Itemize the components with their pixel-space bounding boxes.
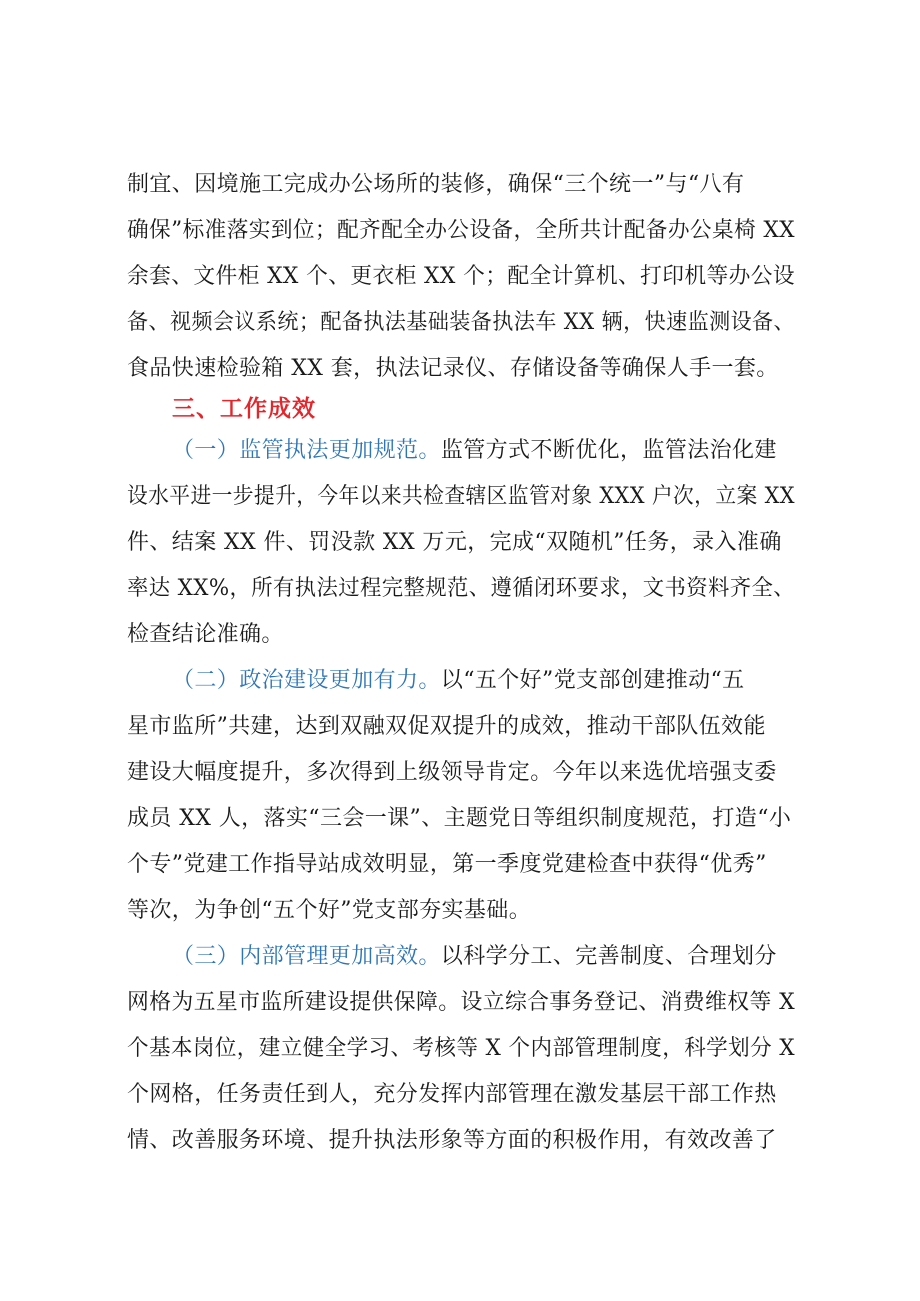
paragraph-line: 确保”标准落实到位；配齐配全办公设备，全所共计配备办公桌椅 XX <box>127 218 795 243</box>
paragraph-line: 建设大幅度提升，多次得到上级领导肯定。今年以来选优培强支委 <box>127 760 777 785</box>
paragraph-line: 制宜、因境施工完成办公场所的装修，确保“三个统一”与“八有 <box>127 172 745 197</box>
paragraph-line: 率达 XX%，所有执法过程完整规范、遵循闭环要求，文书资料齐全、 <box>127 576 796 601</box>
paragraph-line: 食品快速检验箱 XX 套，执法记录仪、存储设备等确保人手一套。 <box>127 356 779 381</box>
paragraph-line: 个基本岗位，建立健全学习、考核等 X 个内部管理制度，科学划分 X <box>127 1036 796 1061</box>
paragraph-line: 成员 XX 人，落实“三会一课”、主题党日等组织制度规范，打造“小 <box>127 806 792 831</box>
paragraph-line: 情、改善服务环境、提升执法形象等方面的积极作用，有效改善了 <box>127 1128 777 1153</box>
paragraph-line: 检查结论准确。 <box>127 622 284 647</box>
paragraph-line: 备、视频会议系统；配备执法基础装备执法车 XX 辆，快速监测设备、 <box>127 310 796 335</box>
paragraph-line: 等次，为争创“五个好”党支部夯实基础。 <box>127 898 532 923</box>
paragraph-line: 个网格，任务责任到人，充分发挥内部管理在激发基层干部工作热 <box>127 1082 777 1107</box>
paragraph-line: 余套、文件柜 XX 个、更衣柜 XX 个；配全计算机、打印机等办公设 <box>127 264 795 289</box>
item-one-text: 监管方式不断优化，监管法治化建 <box>440 438 777 463</box>
paragraph-line: 设水平进一步提升，今年以来共检查辖区监管对象 XXX 户次，立案 XX <box>127 484 795 509</box>
item-two-heading: （二）政治建设更加有力。 <box>172 668 441 693</box>
item-one-first-line <box>172 436 777 466</box>
item-two-first-line <box>172 666 745 696</box>
item-one-heading: （一）监管执法更加规范。 <box>172 438 441 463</box>
paragraph-line: 件、结案 XX 件、罚没款 XX 万元，完成“双随机”任务，录入准确 <box>127 530 782 555</box>
item-three-heading: （三）内部管理更加高效。 <box>172 944 441 969</box>
section-heading: 三、工作成效 <box>172 396 316 422</box>
item-three-text: 以科学分工、完善制度、合理划分 <box>440 944 777 969</box>
paragraph-line: 个专”党建工作指导站成效明显，第一季度党建检查中获得“优秀” <box>127 852 767 877</box>
paragraph-line: 星市监所”共建，达到双融双促双提升的成效，推动干部队伍效能 <box>127 714 766 739</box>
item-three-first-line <box>172 942 777 972</box>
item-two-text: 以“五个好”党支部创建推动“五 <box>440 668 745 693</box>
paragraph-line: 网格为五星市监所建设提供保障。设立综合事务登记、消费维权等 X <box>127 990 796 1015</box>
